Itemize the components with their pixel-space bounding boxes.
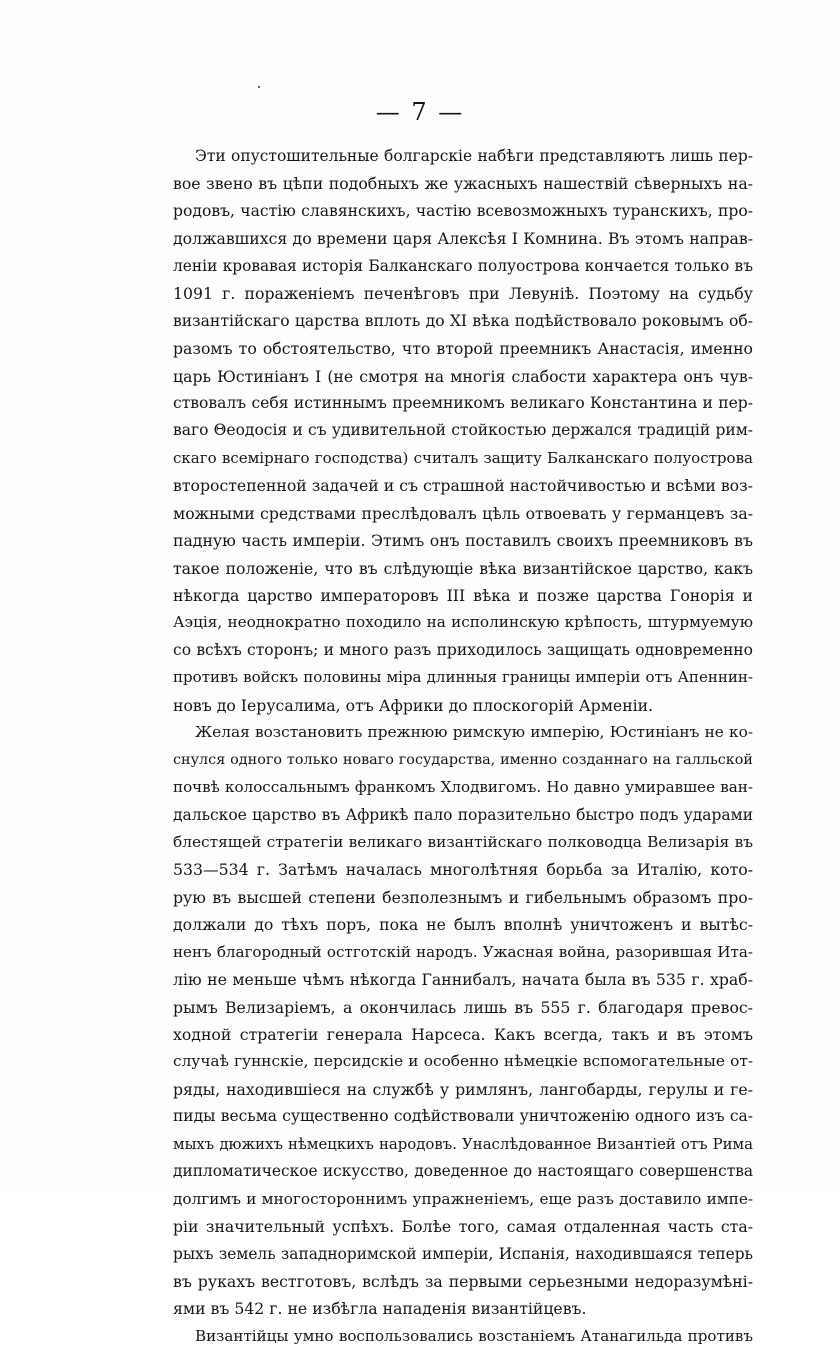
text-line: Эти опустошительные болгарскіе набѣги представляютъ лишь пер- [195,147,753,165]
text-line: снулся одного только новаго государства, именно созданнаго на галльской [173,751,753,768]
text-line: вое звено въ цѣпи подобныхъ же ужасныхъ нашествій сѣверныхъ на- [173,174,753,194]
text-line: можными средствами преслѣдовалъ цѣль отвоевать у германцевъ за- [173,503,753,523]
text-line: ненъ благородный остготскій народъ. Ужасная война, разорившая Ита- [173,942,753,961]
text-line: должавшихся до времени царя Алексѣя I Комнина. Въ этомъ направ- [173,229,753,249]
paragraph [173,143,753,719]
text-line: ями въ 542 г. не избѣгла нападенія византійцевъ. [173,1299,587,1319]
text-line: рыхъ земель западноримской имперіи, Испанія, находившаяся теперь [173,1244,753,1263]
text-line: въ рукахъ вестготовъ, вслѣдъ за первыми серьезными недоразумѣні- [173,1271,753,1291]
paragraph [173,1323,753,1350]
text-line: ваго Θеодосія и съ удивительной стойкостью держался традицій рим- [173,421,753,440]
text-line: Византійцы умно воспользовались возстаніемъ Атанагильда противъ [195,1326,753,1345]
text-line: дипломатическое искусство, доведенное до настоящаго совершенства [173,1162,753,1181]
text-line: новъ до Іерусалима, отъ Африки до плоскогорій Арменіи. [173,695,654,715]
text-line: ряды, находившіеся на службѣ у римлянъ, лангобарды, герулы и ге- [173,1079,753,1099]
text-line: Желая возстановить прежнюю римскую имперію, Юстиніанъ не ко- [195,723,753,742]
text-line: Аэція, неоднократно походило на исполинскую крѣпость, штурмуемую [173,613,753,632]
text-line: противъ войскъ половины міра длинныя границы имперіи отъ Апеннин- [173,668,753,687]
text-line: ріи значительный успѣхъ. Болѣе того, самая отдаленная часть ста- [173,1217,753,1237]
ink-speck [258,86,260,88]
text-line: византійскаго царства вплоть до XI вѣка подѣйствовало роковымъ об- [173,311,753,330]
text-line: рую въ высшей степени безполезнымъ и гибельнымъ образомъ про- [173,887,753,907]
text-line: нѣкогда царство императоровъ III вѣка и позже царства Гонорія и [173,586,753,605]
text-line: пиды весьма существенно содѣйствовали уничтоженію одного изъ са- [173,1107,753,1126]
text-line: дальское царство въ Африкѣ пало поразительно быстро подъ ударами [173,805,753,824]
text-line: ствовалъ себя истиннымъ преемникомъ великаго Константина и пер- [173,393,753,412]
text-line: со всѣхъ сторонъ; и много разъ приходилось защищать одновременно [173,640,753,659]
text-line: родовъ, частію славянскихъ, частію всевозможныхъ туранскихъ, про- [173,201,753,220]
page-number: — 7 — [375,98,465,126]
text-line: почвѣ колоссальнымъ франкомъ Хлодвигомъ. Но давно умиравшее ван- [173,778,753,797]
text-line: ходной стратегіи генерала Нарсеса. Какъ всегда, такъ и въ этомъ [173,1025,753,1044]
text-line: падную часть имперіи. Этимъ онъ поставилъ своихъ преемниковъ въ [173,531,753,551]
text-line: разомъ то обстоятельство, что второй преемникъ Анастасія, именно [173,339,753,359]
text-line: такое положеніе, что въ слѣдующіе вѣка византійское царство, какъ [173,558,753,578]
text-line: должали до тѣхъ поръ, пока не былъ вполнѣ уничтоженъ и вытѣс- [173,915,753,935]
text-line: лію не меньше чѣмъ нѣкогда Ганнибалъ, начата была въ 535 г. храб- [173,970,753,990]
body-text [173,143,753,1350]
text-line: второстепенной задачей и съ страшной настойчивостью и всѣми воз- [173,476,753,496]
text-line: царь Юстиніанъ I (не смотря на многія слабости характера онъ чув- [173,366,753,386]
text-line: случаѣ гуннскіе, персидскіе и особенно нѣмецкіе вспомогательные от- [173,1052,753,1071]
text-line: долгимъ и многостороннимъ упражненіемъ, еще разъ доставило импе- [173,1189,753,1208]
text-line: мыхъ дюжихъ нѣмецкихъ народовъ. Унаслѣдованное Византіей отъ Рима [173,1134,753,1153]
text-line: рымъ Велизаріемъ, а окончилась лишь въ 555 г. благодаря превос- [173,997,753,1017]
text-line: скаго всемірнаго господства) считалъ защиту Балканскаго полуострова [173,448,753,467]
paragraph [173,719,753,1323]
text-line: блестящей стратегіи великаго византійскаго полководца Велизарія въ [173,832,753,851]
text-line: 533—534 г. Затѣмъ началась многолѣтняя борьба за Италію, кото- [173,860,753,880]
text-line: леніи кровавая исторія Балканскаго полуострова кончается только въ [173,256,753,275]
text-line: 1091 г. пораженіемъ печенѣговъ при Левунiѣ. Поэтому на судьбу [173,284,753,304]
